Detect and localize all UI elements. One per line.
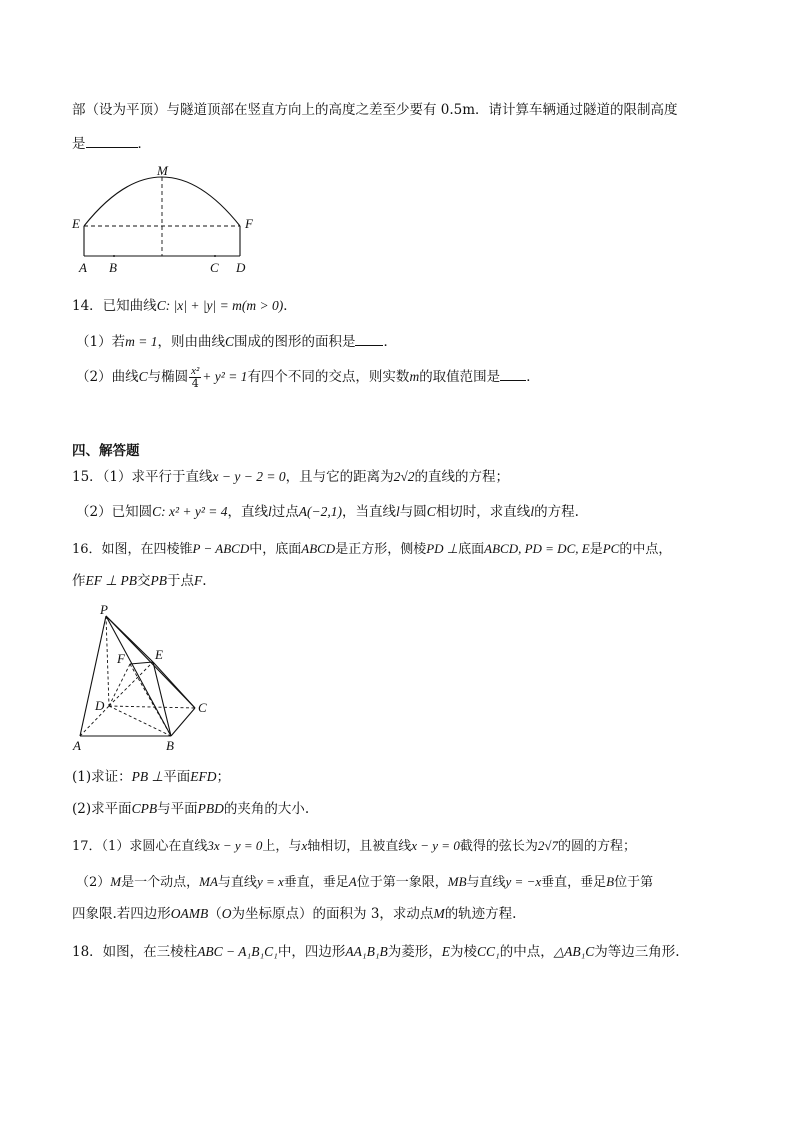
label-M: M	[157, 163, 168, 178]
answer-blank[interactable]	[500, 366, 526, 381]
p14-q1: （1）若m = 1，则由曲线C围成的图形的面积是 ．	[76, 331, 397, 352]
p17-q1: 17．（1）求圆心在直线3x − y = 0上，与x轴相切，且被直线x − y = 0截得的弦长为2√7的圆的方程；	[72, 838, 636, 854]
label-E: E	[72, 216, 80, 231]
p15-q1: 15．（1）求平行于直线x − y − 2 = 0，且与它的距离为2√2的直线的方程；	[72, 469, 510, 485]
p14-stem: 14．已知曲线C: |x| + |y| = m(m > 0)．	[72, 298, 297, 314]
p18-stem: 18．如图，在三棱柱ABC − A₁B₁C₁中，四边形AA₁B₁B为菱形，E为棱CC₁的中点，△AB₁C为等边三角形.	[72, 944, 680, 960]
answer-blank[interactable]	[355, 331, 383, 346]
label-B: B	[109, 260, 117, 275]
p16-q2: (2)求平面CPB与平面PBD的夹角的大小.	[72, 801, 310, 817]
label-C: C	[198, 700, 207, 715]
label-B: B	[166, 738, 174, 753]
p14-q2: （2）曲线C与椭圆 $\frac{\text{x²}}{4}$ + y² = 1有四个不同的交点，则实数m的取值范围是 ．	[76, 365, 540, 390]
label-E: E	[155, 647, 163, 662]
tunnel-figure	[68, 160, 268, 280]
pyramid-figure	[68, 600, 228, 755]
label-F: F	[245, 216, 253, 231]
p16-stem-line1: 16．如图，在四棱锥P − ABCD中，底面ABCD是正方形，侧棱PD ⊥底面ABCD, PD = DC, E是PC的中点，	[72, 541, 672, 557]
p17-q2-line1: （2）M是一个动点，MA与直线y = x垂直，垂足A位于第一象限，MB与直线y = −x垂直，垂足B位于第	[76, 874, 654, 890]
p16-q1: (1)求证：PB ⊥平面EFD；	[72, 769, 231, 785]
label-A: A	[73, 738, 81, 753]
fraction: $\frac{\text{x²}}{4}$	[191, 365, 200, 390]
label-P: P	[100, 602, 108, 617]
label-C: C	[210, 260, 219, 275]
p13-answer-line: 是 ．	[72, 133, 151, 154]
p17-q2-line2: 四象限.若四边形OAMB（O为坐标原点）的面积为 3，求动点M的轨迹方程.	[72, 906, 517, 922]
label-D: D	[95, 698, 105, 713]
p13-continuation: 部（设为平顶）与隧道顶部在竖直方向上的高度之差至少要有 0.5m．请计算车辆通过隧道的限制高度	[72, 102, 678, 118]
p15-q2: （2）已知圆C: x² + y² = 4，直线l过点A(−2,1)，当直线l与圆C相切时，求直线l的方程.	[76, 504, 579, 520]
label-F: F	[117, 651, 125, 666]
label-A: A	[79, 260, 87, 275]
label-D: D	[236, 260, 246, 275]
section-heading: 四、解答题	[72, 443, 140, 459]
answer-blank[interactable]	[86, 133, 138, 148]
p16-stem-line2: 作EF ⊥ PB交PB于点F.	[72, 573, 207, 589]
